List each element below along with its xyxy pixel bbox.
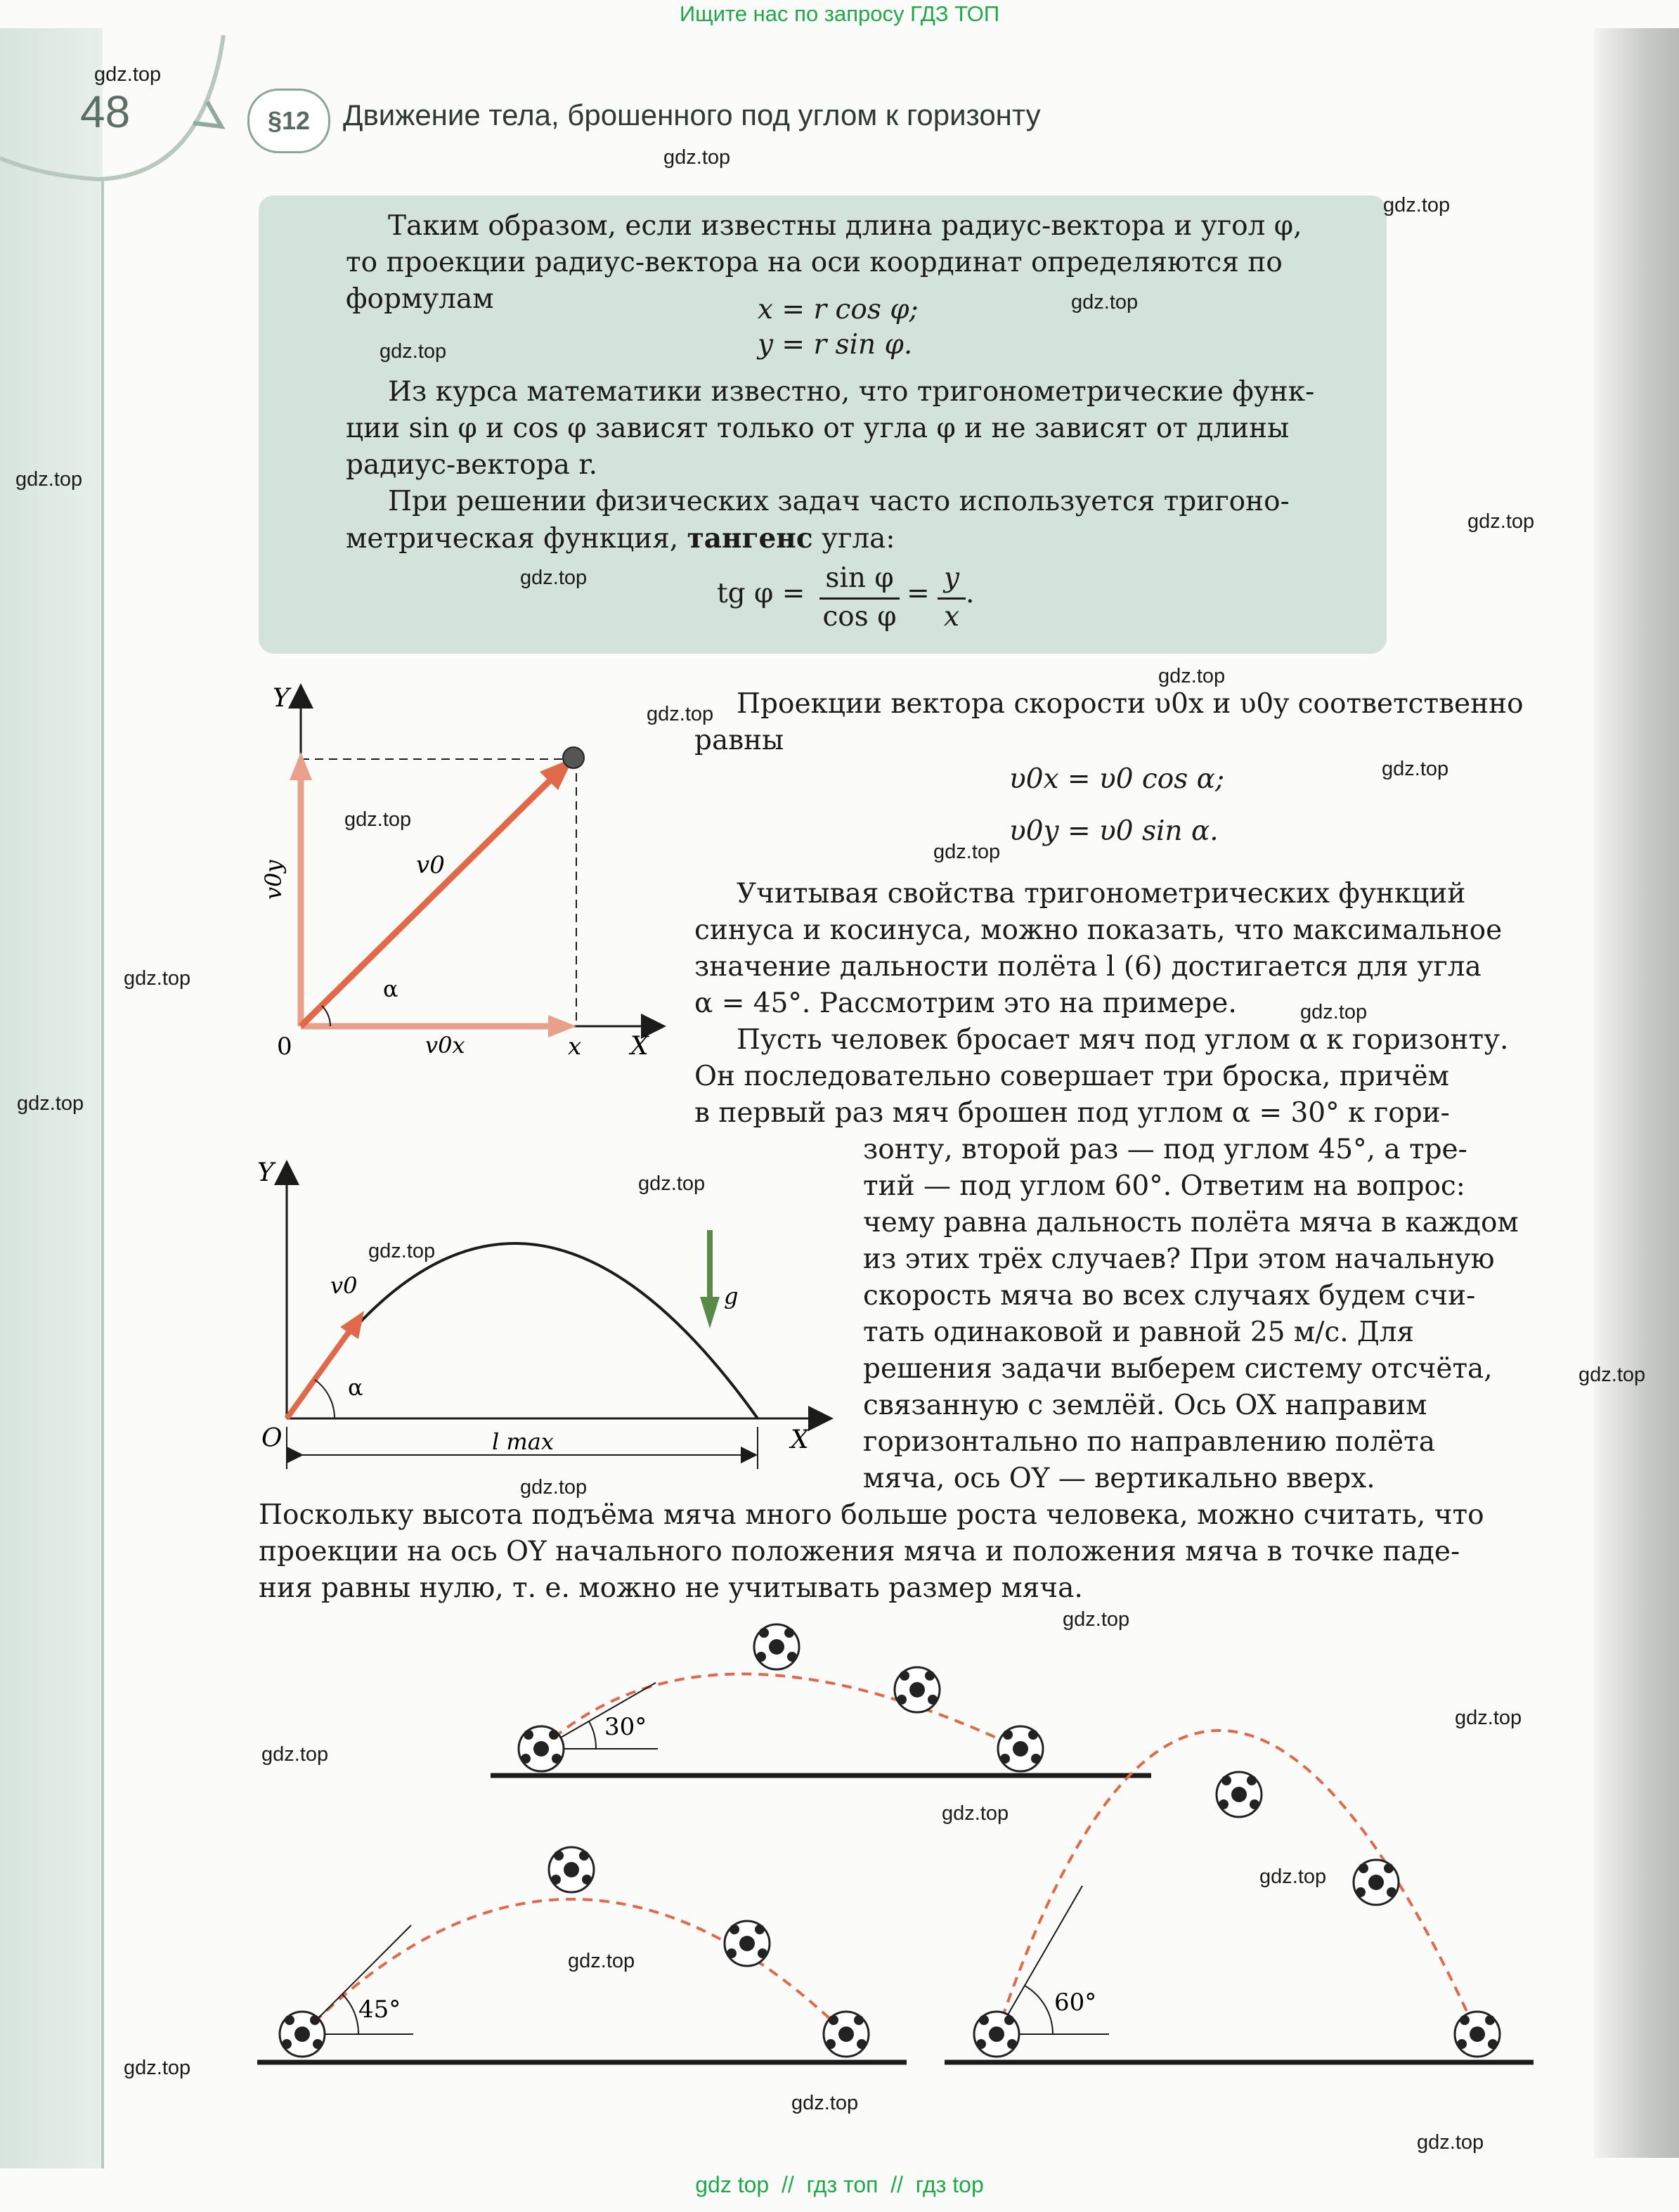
ball <box>563 747 584 768</box>
figure-trajectory <box>253 1160 836 1490</box>
tangent-formula-lhs: tg φ = <box>717 578 805 609</box>
angle-label: 45° <box>358 1996 401 2024</box>
text-line: решения задачи выберем систему отсчёта, <box>863 1353 1493 1385</box>
tangent-equals: = <box>907 578 930 609</box>
watermark: gdz.top <box>520 1476 588 1499</box>
soccer-ball-icon <box>974 2012 1019 2057</box>
watermark: gdz.top <box>520 567 588 589</box>
watermark: gdz.top <box>647 703 714 725</box>
soccer-ball-icon <box>998 1726 1043 1771</box>
page-number: 48 <box>80 86 131 137</box>
text-line <box>346 520 1290 557</box>
watermark: gdz.top <box>1455 1707 1522 1729</box>
text-line: связанную с землёй. Ось OX направим <box>863 1390 1427 1421</box>
text-line: значение дальности полёта l (6) достигается для угла <box>694 951 1482 983</box>
watermark: gdz.top <box>791 2092 859 2114</box>
text-line: ции sin φ и cos φ зависят только от угла φ и не зависят от длины <box>346 413 1290 444</box>
y-axis-label: Y <box>273 684 290 713</box>
watermark: gdz.top <box>124 967 191 990</box>
soccer-ball-icon <box>1354 1860 1399 1905</box>
watermark: gdz.top <box>368 1240 436 1262</box>
watermark: gdz.top <box>663 146 731 169</box>
text-line: формулам <box>346 283 494 315</box>
section-title: Движение тела, брошенного под углом к горизонту <box>343 98 1041 131</box>
watermark: gdz.top <box>124 2057 191 2079</box>
soccer-ball-icon <box>519 1726 564 1771</box>
text-line: горизонтально по направлению полёта <box>863 1426 1435 1458</box>
angle-label: 30° <box>604 1713 647 1741</box>
x-axis-label: X <box>791 1425 809 1454</box>
angle-arc <box>1025 1986 1053 2034</box>
watermark: gdz.top <box>942 1802 1009 1825</box>
tangent-numerator: sin φ <box>825 562 894 594</box>
watermark: gdz.top <box>94 63 162 86</box>
formula-x: x = r cos φ; <box>758 294 919 325</box>
watermark: gdz.top <box>1063 1608 1130 1631</box>
top-banner[interactable]: Ищите нас по запросу ГДЗ ТОП <box>679 1 1000 26</box>
angle-label: 60° <box>1054 1988 1097 2017</box>
angle-arc <box>342 1994 358 2034</box>
text-projections <box>694 686 1524 759</box>
figure-velocity-projections <box>260 682 668 1075</box>
figure-three-throws <box>253 1610 1553 2088</box>
watermark: gdz.top <box>1259 1865 1327 1888</box>
v0-vector <box>287 1328 351 1418</box>
watermark: gdz.top <box>1382 758 1449 780</box>
soccer-ball-icon <box>549 1847 594 1892</box>
soccer-ball-icon <box>1217 1772 1262 1817</box>
footer-banner[interactable]: gdz top // гдз топ // гдз top <box>695 2172 984 2197</box>
angle-arc <box>589 1721 596 1749</box>
text-line: равны <box>694 725 784 756</box>
section-badge <box>247 89 330 153</box>
text-line: из этих трёх случаев? При этом начальную <box>863 1243 1495 1275</box>
arrow-head <box>290 752 312 780</box>
text-line: Проекции вектора скорости υ0x и υ0y соответственно <box>737 688 1524 720</box>
soccer-ball-icon <box>824 2012 869 2057</box>
formula-v0y: υ0y = υ0 sin α. <box>1009 815 1219 847</box>
soccer-ball-icon <box>895 1667 940 1712</box>
watermark: gdz.top <box>933 841 1001 863</box>
v0x-label: v0x <box>425 1032 465 1059</box>
text-line: При решении физических задач часто используется тригоно- <box>388 486 1290 517</box>
text-line: α = 45°. Рассмотрим это на примере. <box>694 988 1237 1019</box>
origin-label: 0 <box>277 1033 292 1061</box>
text-full-width <box>259 1497 1484 1607</box>
tangent-x: x <box>944 601 959 633</box>
text-line: скорость мяча во всех случаях будем счи- <box>863 1280 1476 1312</box>
text-part: угла: <box>812 523 895 555</box>
tangent-denominator: cos φ <box>822 601 897 633</box>
angle-arc <box>315 1380 335 1418</box>
soccer-ball-icon <box>1455 2012 1500 2057</box>
text-line: проекции на ось OY начального положения мяча и положения мяча в точке паде- <box>259 1536 1460 1567</box>
watermark: gdz.top <box>1578 1364 1646 1386</box>
v0-vector <box>301 775 555 1026</box>
text-line: в первый раз мяч брошен под углом α = 30° к гори- <box>694 1097 1450 1129</box>
soccer-ball-icon <box>725 1921 770 1966</box>
watermark: gdz.top <box>261 1743 329 1766</box>
formula-y: y = r sin φ. <box>758 329 913 361</box>
soccer-ball-icon <box>754 1624 799 1669</box>
watermark: gdz.top <box>1467 510 1535 533</box>
watermark: gdz.top <box>568 1950 635 1972</box>
watermark: gdz.top <box>1417 2131 1484 2154</box>
watermark: gdz.top <box>1071 291 1139 313</box>
text-line: синуса и косинуса, можно показать, что максимальное <box>694 914 1503 946</box>
text-max-range <box>694 876 1508 1132</box>
tangent-term: тангенс <box>687 522 813 555</box>
v0-label: v0 <box>416 851 445 879</box>
x-axis-label: X <box>630 1032 649 1061</box>
watermark: gdz.top <box>1158 665 1226 687</box>
y-axis-label: Y <box>257 1160 274 1187</box>
g-label: g <box>724 1283 739 1309</box>
text-line: мяча, ось OY — вертикально вверх. <box>863 1463 1375 1494</box>
text-line: Учитывая свойства тригонометрических функций <box>737 878 1466 910</box>
text-line: тать одинаковой и равной 25 м/с. Для <box>863 1317 1415 1348</box>
text-line: то проекции радиус-вектора на оси координат определяются по <box>346 247 1283 278</box>
v0-label: v0 <box>330 1272 358 1299</box>
text-line: чему равна дальность полёта мяча в каждом <box>863 1207 1519 1238</box>
section-badge-label: §12 <box>267 106 311 135</box>
origin-label: O <box>261 1424 283 1453</box>
box-paragraph-2 <box>346 374 1314 484</box>
alpha-label: α <box>348 1374 363 1401</box>
formula-v0x: υ0x = υ0 cos α; <box>1009 763 1225 795</box>
watermark: gdz.top <box>638 1172 706 1195</box>
arrow-head <box>700 1297 720 1328</box>
alpha-label: α <box>383 976 398 1002</box>
watermark: gdz.top <box>1383 194 1451 216</box>
x-point-label: x <box>568 1033 582 1061</box>
text-line: радиус-вектора r. <box>346 449 598 481</box>
fraction-bar <box>819 597 900 600</box>
text-line: тий — под углом 60°. Ответим на вопрос: <box>863 1170 1465 1202</box>
box-paragraph-3 <box>346 484 1290 557</box>
text-line: Он последовательно совершает три броска, причём <box>694 1061 1449 1092</box>
text-line: Из курса математики известно, что тригонометрические функ- <box>388 376 1315 408</box>
fraction-bar <box>938 597 966 600</box>
text-line: Таким образом, если известны длина радиус-вектора и угол φ, <box>388 210 1302 242</box>
tangent-dot: . <box>966 578 975 609</box>
text-line: Пусть человек бросает мяч под углом α к горизонту. <box>737 1024 1509 1056</box>
watermark: gdz.top <box>15 468 83 491</box>
page-fold-shadow <box>1594 28 1679 2158</box>
text-line: Поскольку высота подъёма мяча много больше роста человека, можно считать, что <box>259 1499 1484 1531</box>
watermark: gdz.top <box>344 808 412 831</box>
lmax-label: l max <box>492 1428 554 1455</box>
v0y-label: v0y <box>260 860 287 900</box>
text-line: зонту, второй раз — под углом 45°, а тре- <box>863 1134 1467 1165</box>
tangent-y: y <box>943 562 960 594</box>
text-line: ния равны нулю, т. е. можно не учитывать размер мяча. <box>259 1572 1083 1604</box>
text-part: метрическая функция, <box>346 523 687 555</box>
text-wrapped <box>863 1132 1519 1497</box>
watermark: gdz.top <box>17 1092 84 1115</box>
watermark: gdz.top <box>1300 1001 1368 1023</box>
watermark: gdz.top <box>380 340 447 363</box>
soccer-ball-icon <box>280 2012 325 2057</box>
